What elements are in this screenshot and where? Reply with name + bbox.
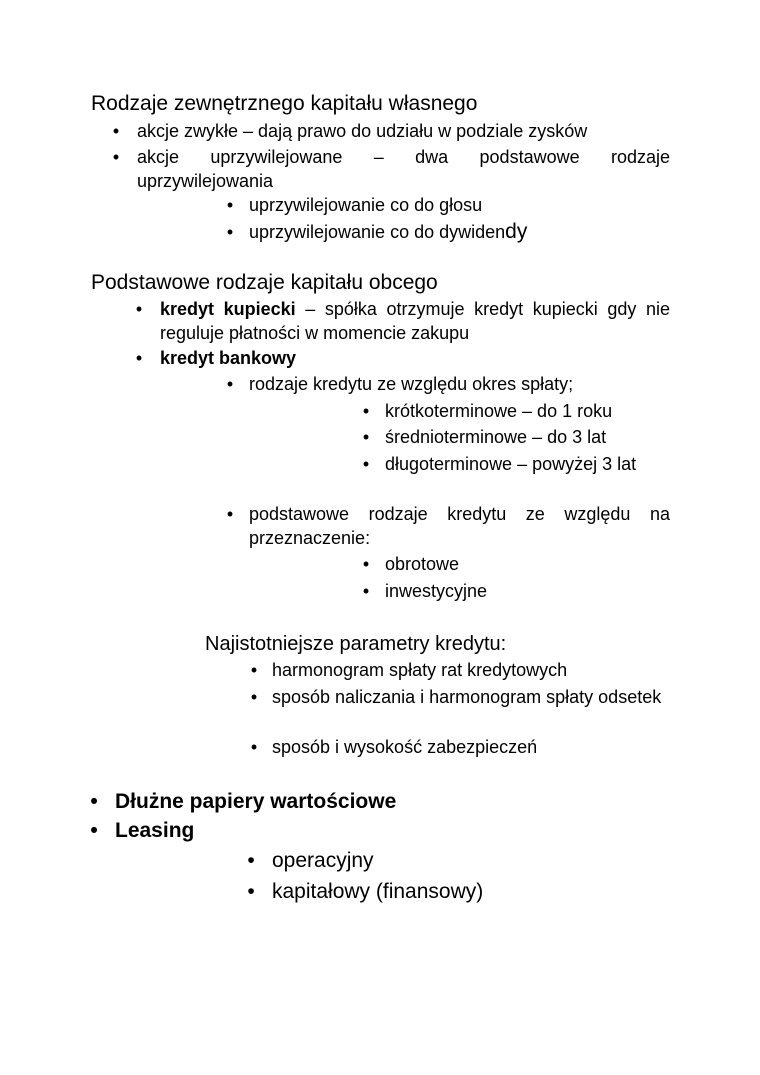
- list-item: [360, 452, 670, 476]
- bullet-icon: •: [226, 222, 234, 242]
- list-item: [224, 193, 704, 217]
- bullet-icon: •: [135, 348, 143, 368]
- list-item-text: inwestycyjne: [385, 581, 488, 601]
- list-item: [245, 878, 665, 906]
- list-item-text: uprzywilejowanie co do głosu: [249, 195, 483, 215]
- list-item-text: sposób i wysokość zabezpieczeń: [272, 737, 538, 757]
- list-item-text: Dłużne papiery wartościowe: [115, 790, 397, 813]
- section3-title: Najistotniejsze parametry kredytu:: [205, 633, 507, 655]
- list-item: [110, 145, 670, 193]
- list-item: [88, 788, 588, 816]
- bullet-icon: •: [90, 790, 98, 813]
- list-item-bold: kredyt bankowy: [160, 348, 297, 368]
- bullet-icon: •: [112, 147, 120, 167]
- list-item-text-main: uprzywilejowanie co do dywiden: [249, 222, 506, 242]
- list-item-bold: kredyt kupiecki: [160, 299, 296, 319]
- list-item: [133, 346, 670, 370]
- list-item-text: [249, 220, 704, 244]
- list-item: [360, 579, 670, 603]
- bullet-icon: •: [226, 504, 234, 524]
- list-item-text: operacyjny: [272, 849, 374, 872]
- bullet-icon: •: [135, 299, 143, 319]
- list-item-text: sposób naliczania i harmonogram spłaty odsetek: [272, 687, 662, 707]
- list-item: [248, 735, 670, 759]
- list-item-text: harmonogram spłaty rat kredytowych: [272, 660, 568, 680]
- list-item-rest: – spółka otrzymuje kredyt kupiecki gdy nie reguluje płatności w momencie zakupu: [160, 299, 670, 343]
- list-item: [224, 372, 694, 396]
- list-item: [360, 399, 670, 423]
- bullet-icon: •: [247, 849, 255, 872]
- bullet-icon: •: [362, 401, 370, 421]
- bullet-icon: •: [362, 581, 370, 601]
- list-item-text: akcje uprzywilejowane – dwa podstawowe rodzaje uprzywilejowania: [137, 147, 670, 191]
- bullet-icon: •: [226, 195, 234, 215]
- bullet-icon: •: [90, 819, 98, 842]
- list-item-text: [160, 346, 670, 370]
- list-item-text: obrotowe: [385, 554, 460, 574]
- list-item-text: akcje zwykłe – dają prawo do udziału w podziale zysków: [137, 121, 588, 141]
- list-item-text: średnioterminowe – do 3 lat: [385, 427, 607, 447]
- list-item: [360, 552, 670, 576]
- list-item-text: [160, 297, 670, 345]
- bullet-icon: •: [250, 660, 258, 680]
- bullet-icon: •: [362, 454, 370, 474]
- list-item: [133, 297, 670, 345]
- bullet-icon: •: [112, 121, 120, 141]
- list-item: [248, 658, 670, 682]
- list-item: [224, 220, 704, 244]
- bullet-icon: •: [247, 880, 255, 903]
- list-item: [360, 425, 670, 449]
- list-item-text: podstawowe rodzaje kredytu ze względu na przeznaczenie:: [249, 504, 670, 548]
- list-item: [245, 847, 665, 875]
- bullet-icon: •: [362, 427, 370, 447]
- list-item-text: rodzaje kredytu ze względu okres spłaty;: [249, 374, 574, 394]
- bullet-icon: •: [362, 554, 370, 574]
- list-item: [224, 502, 670, 550]
- list-item-text: kapitałowy (finansowy): [272, 880, 484, 903]
- bullet-icon: •: [250, 737, 258, 757]
- list-item-text: krótkoterminowe – do 1 roku: [385, 401, 613, 421]
- list-item: [248, 685, 670, 709]
- list-item: [110, 119, 690, 143]
- list-item-text-tail: dy: [505, 220, 528, 243]
- list-item-text: Leasing: [115, 819, 195, 842]
- list-item: [88, 817, 588, 845]
- section1-title: Rodzaje zewnętrznego kapitału własnego: [91, 92, 478, 115]
- list-item-text: długoterminowe – powyżej 3 lat: [385, 454, 637, 474]
- bullet-icon: •: [250, 687, 258, 707]
- section2-title: Podstawowe rodzaje kapitału obcego: [91, 271, 438, 294]
- bullet-icon: •: [226, 374, 234, 394]
